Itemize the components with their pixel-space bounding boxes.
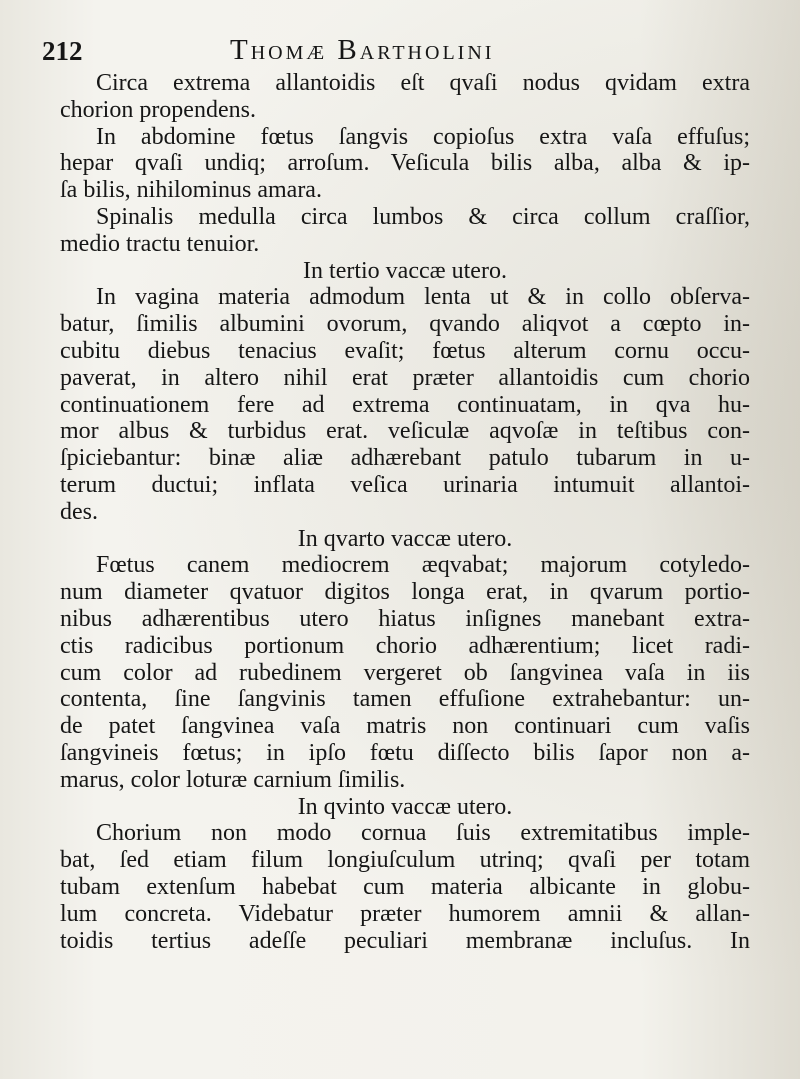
text-line: ſpiciebantur: binæ aliæ adhærebant patulo tubarum in u- — [60, 445, 750, 472]
text-line: chorion propendens. — [60, 96, 256, 123]
section-heading: In qvarto vaccæ utero. — [297, 525, 513, 552]
text-line: bat, ſed etiam filum longiuſculum utrinq; qvaſi per totam — [60, 847, 750, 874]
text-line: des. — [60, 498, 98, 525]
text-line: marus, color loturæ carnium ſimilis. — [60, 766, 406, 793]
text-line: tubam extenſum habebat cum materia albicante in globu- — [60, 873, 750, 900]
text-line: paverat, in altero nihil erat præter allantoidis cum chorio — [60, 364, 750, 391]
text-line: In abdomine fœtus ſangvis copioſus extra vaſa effuſus; — [96, 123, 750, 150]
section-heading: In tertio vaccæ utero. — [303, 257, 507, 284]
page-header — [42, 30, 762, 70]
body-text — [60, 70, 750, 954]
text-line: terum ductui; inflata veſica urinaria intumuit allantoi- — [60, 471, 750, 498]
section-heading: In qvinto vaccæ utero. — [297, 793, 513, 820]
page-number: 212 — [42, 36, 83, 66]
text-line: medio tractu tenuior. — [60, 230, 260, 257]
text-line: In vagina materia admodum lenta ut & in collo obſerva- — [96, 284, 750, 311]
text-line: Fœtus canem mediocrem æqvabat; majorum cotyledo- — [96, 552, 750, 579]
text-line: num diameter qvatuor digitos longa erat, in qvarum portio- — [60, 579, 750, 606]
text-line: Spinalis medulla circa lumbos & circa collum craſſior, — [96, 203, 750, 230]
text-line: lum concreta. Videbatur præter humorem amnii & allan- — [60, 900, 750, 927]
text-line: hepar qvaſi undiq; arroſum. Veſicula bilis alba, alba & ip- — [60, 150, 750, 177]
text-line: cubitu diebus tenacius evaſit; fœtus alterum cornu occu- — [60, 337, 750, 364]
text-line: ſa bilis, nihilominus amara. — [60, 177, 322, 204]
running-head: Thomæ Bartholini — [230, 34, 495, 66]
text-line: mor albus & turbidus erat. veſiculæ aqvoſæ in teſtibus con- — [60, 418, 750, 445]
text-line: cum color ad rubedinem vergeret ob ſangvinea vaſa in iis — [60, 659, 750, 686]
text-line: continuationem fere ad extrema continuatam, in qva hu- — [60, 391, 750, 418]
text-line: de patet ſangvinea vaſa matris non continuari cum vaſis — [60, 713, 750, 740]
text-line: Chorium non modo cornua ſuis extremitatibus imple- — [96, 820, 750, 847]
text-line: nibus adhærentibus utero hiatus inſignes manebant extra- — [60, 605, 750, 632]
text-line: toidis tertius adeſſe peculiari membranæ incluſus. In — [60, 927, 750, 954]
text-line: contenta, ſine ſangvinis tamen effuſione extrahebantur: un- — [60, 686, 750, 713]
text-line: Circa extrema allantoidis eſt qvaſi nodus qvidam extra — [96, 70, 750, 96]
text-line: ſangvineis fœtus; in ipſo fœtu diſſecto bilis ſapor non a- — [60, 739, 750, 766]
text-line: batur, ſimilis albumini ovorum, qvando aliqvot a cœpto in- — [60, 311, 750, 338]
text-line: ctis radicibus portionum chorio adhærentium; licet radi- — [60, 632, 750, 659]
